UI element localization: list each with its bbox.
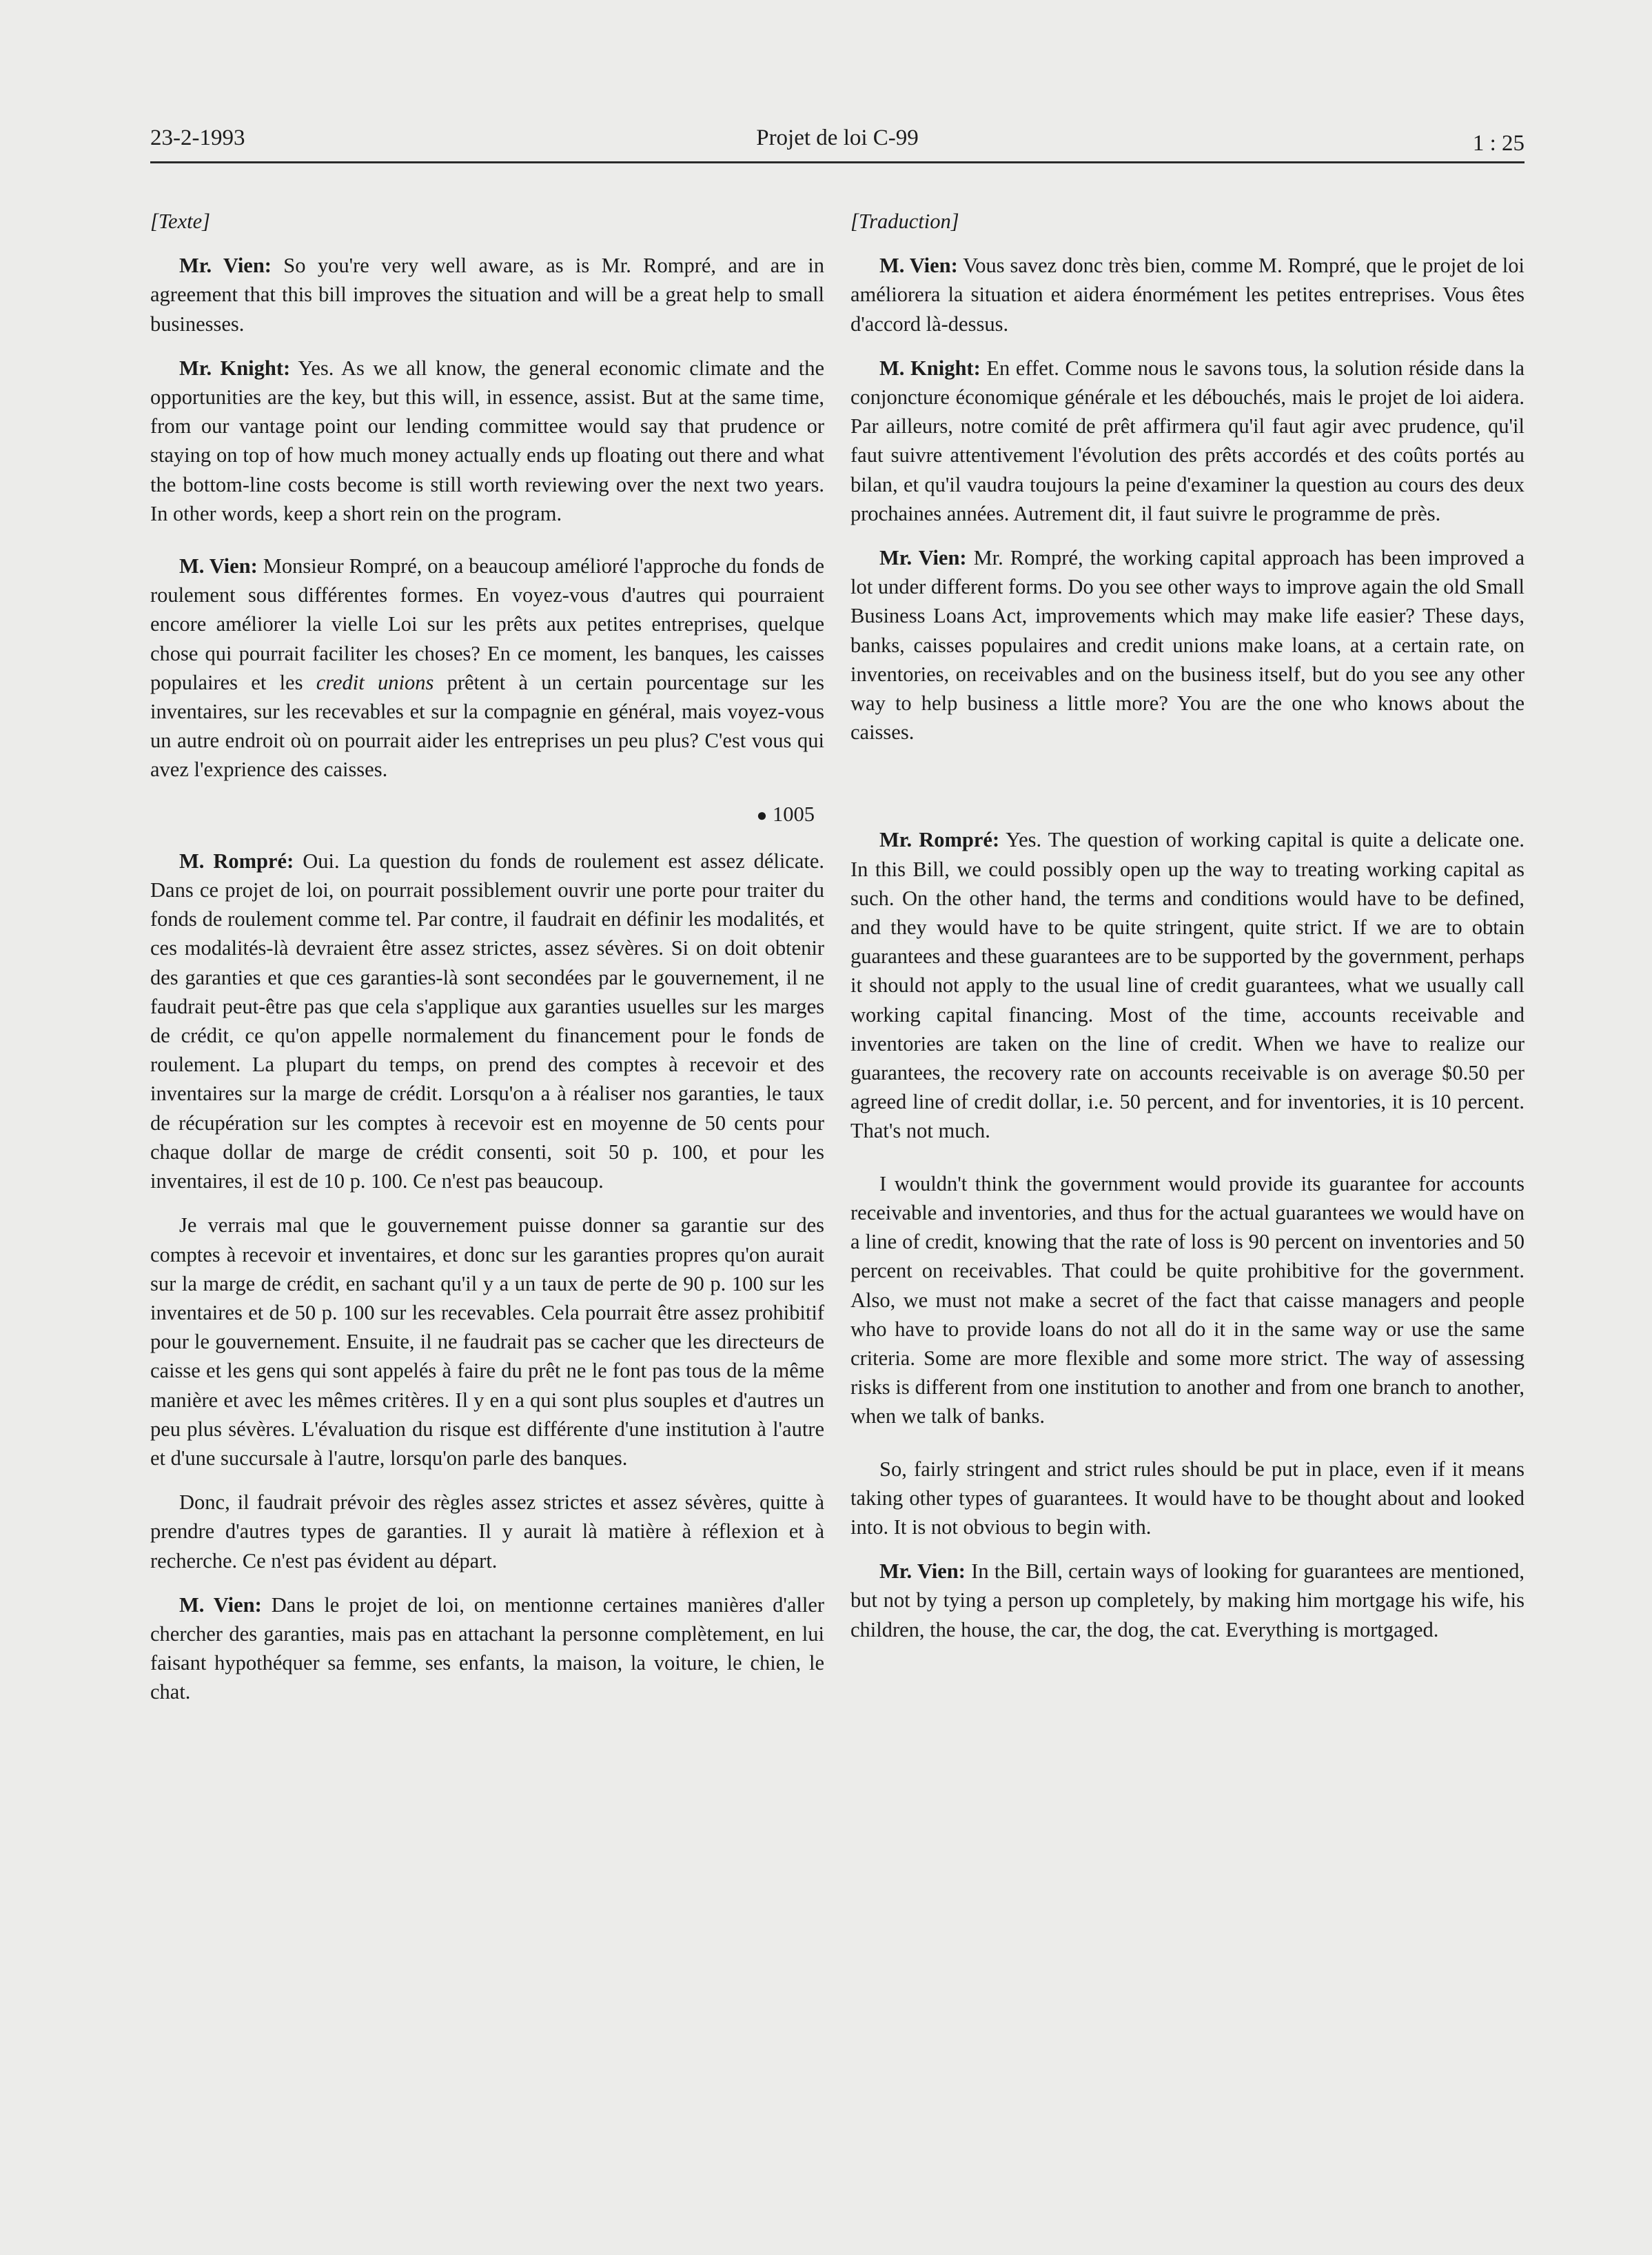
left-column-tag: [Texte]: [150, 210, 210, 233]
column-gap: [850, 762, 1524, 825]
paragraph-text: Oui. La question du fonds de roulement est assez délicate. Dans ce projet de loi, on pourrait possiblement ouvrir une porte pour traiter du fonds de roulement comme tel. Par contre, il faudrait en définir les modalités, et ces modalités-là devraient être assez strictes, assez sévères. Si on doit obtenir des garanties et que ces garanties-là sont secondées par le gouvernement, il ne faudrait peut-être pas que cela s'applique aux garanties usuelles sur les marges de crédit, ce qu'on appelle normalement du financement pour le fonds de roulement. La plupart du temps, on prend des comptes à recevoir et des inventaires sur la marge de crédit. Lorsqu'on a à réaliser nos garanties, le taux de récupération sur les comptes à recevoir est en moyenne de 50 cents pour chaque dollar de marge de crédit consenti, soit 50 p. 100, et pour les inventaires, il est de 10 p. 100. Ce n'est pas beaucoup.: [150, 849, 825, 1193]
header-page-number: 1 : 25: [1472, 131, 1524, 156]
paragraph-text: En effet. Comme nous le savons tous, la solution réside dans la conjoncture économique générale et les débouchés, mais le projet de loi aidera. Par ailleurs, notre comité de prêt affirmera qu'il faut agir avec prudence, qu'il faut suivre attentivement l'évolution des prêts accordés et des coûts portés au bilan, et qu'il vaudra toujours la peine d'examiner la question au cours des deux prochaines années. Autrement dit, il faut suivre le programme de près.: [850, 356, 1524, 525]
right-paragraph-5: [850, 1169, 1524, 1431]
speaker-name: Mr. Vien:: [879, 1559, 966, 1584]
paragraph-text: Je verrais mal que le gouvernement puisse donner sa garantie sur des comptes à recevoir et inventaires, et donc sur les garanties propres qu'on aurait sur la marge de crédit, en sachant qu'il y a un taux de perte de 90 p. 100 sur les inventaires et de 50 p. 100 sur les recevables. Cela pourrait être assez prohibitif pour le gouvernement. Ensuite, il ne faudrait pas se cacher que les directeurs de caisse et les gens qui sont appelés à faire du prêt ne le font pas tous de la même manière et avec les mêmes critères. Il y en a qui sont plus souples et d'autres un peu plus sévères. L'évaluation du risque est différente d'une institution à l'autre et d'une succursale à l'autre, lorsqu'on parle des banques.: [150, 1213, 824, 1470]
right-paragraph-1: [850, 251, 1524, 338]
right-column-tag: [Traduction]: [850, 210, 959, 233]
left-paragraph-7: [150, 1590, 824, 1707]
paragraph-text: Yes. The question of working capital is quite a delicate one. In this Bill, we could possibly open up the way to treating working capital as such. On the other hand, the terms and conditions would have to be defined, and they would have to be quite stringent, quite strict. If we are to obtain guarantees and these guarantees are to be supported by the government, perhaps it should not apply to the usual line of credit guarantees, what we usually call working capital financing. Most of the time, accounts receivable and inventories are taken on the line of credit. When we have to realize our guarantees, the recovery rate on accounts receivable is on average $0.50 per agreed line of credit dollar, i.e. 50 percent, and for inventories, it is 10 percent. That's not much.: [850, 828, 1524, 1143]
paragraph-text: Donc, il faudrait prévoir des règles assez strictes et assez sévères, quitte à prendre d'autres types de garanties. Il y aurait là matière à réflexion et à recherche. Ce n'est pas évident au départ.: [150, 1490, 824, 1573]
left-paragraph-2: [150, 354, 824, 528]
left-paragraph-3: [150, 552, 824, 785]
right-paragraph-7: [850, 1557, 1524, 1644]
right-paragraph-3: [850, 543, 1524, 747]
left-column: [150, 207, 824, 1722]
right-column: [850, 207, 1524, 1659]
speaker-name: M. Rompré:: [179, 849, 294, 873]
page-header: [150, 123, 1524, 163]
paragraph-text: I wouldn't think the government would provide its guarantee for accounts receivable and inventories, and thus for the actual guarantees we would have on a line of credit, knowing that the rate of loss is 90 percent on inventories and 50 percent on receivables. That could be quite prohibitive for the government. Also, we must not make a secret of the fact that caisse managers and people who have to provide loans do not all do it in the same way or use the same criteria. Some are more flexible and some more strict. The way of assessing risks is different from one institution to another and from one branch to another, when we talk of banks.: [850, 1171, 1524, 1428]
speaker-name: M. Knight:: [879, 356, 981, 380]
paragraph-text: So you're very well aware, as is Mr. Rompré, and are in agreement that this bill improves the situation and will be a great help to small businesses.: [150, 254, 825, 336]
speaker-name: Mr. Knight:: [179, 356, 291, 380]
paragraph-text: Yes. As we all know, the general economic climate and the opportunities are the key, but this will, in essence, assist. But at the same time, from our vantage point our lending committee would say that prudence or staying on top of how much money actually ends up floating out there and what the bottom-line costs become is still worth reviewing over the next two years. In other words, keep a short rein on the program.: [150, 356, 824, 525]
paragraph-text: prêtent à un certain pourcentage sur les inventaires, sur les recevables et sur la compagnie en général, mais voyez-vous un autre endroit où on pourrait aider les entreprises un peu plus? C'est vous qui avez l'exprience des caisses.: [150, 670, 824, 782]
paragraph-text: In the Bill, certain ways of looking for guarantees are mentioned, but not by tying a person up completely, by making him mortgage his wife, his children, the house, the car, the dog, the cat. Everything is mortgaged.: [850, 1559, 1524, 1641]
left-paragraph-1: [150, 251, 824, 338]
speaker-name: M. Vien:: [179, 554, 258, 578]
header-title: Projet de loi C-99: [756, 125, 919, 150]
time-marker: [150, 800, 815, 830]
header-date: 23-2-1993: [150, 125, 245, 150]
speaker-name: M. Vien:: [879, 254, 958, 278]
paragraph-text: Mr. Rompré, the working capital approach has been improved a lot under different forms. Do you see other ways to improve again the old Small Business Loans Act, improvements which may make life easier? These days, banks, caisses populaires and credit unions make loans, at a certain rate, on inventories, on receivables and on the business itself, but do you see any other way to help business a little more? You are the one who knows about the caisses.: [850, 546, 1524, 745]
paragraph-text: Vous savez donc très bien, comme M. Rompré, que le projet de loi améliorera la situation et aidera énormément les petites entreprises. Vous êtes d'accord là-dessus.: [850, 254, 1524, 336]
speaker-name: Mr. Vien:: [179, 254, 272, 278]
right-paragraph-6: [850, 1455, 1524, 1542]
paragraph-text: So, fairly stringent and strict rules should be put in place, even if it means taking other types of guarantees. It would have to be thought about and looked into. It is not obvious to begin with.: [850, 1457, 1524, 1539]
left-paragraph-6: [150, 1488, 824, 1575]
time-marker-value: 1005: [773, 802, 815, 826]
paragraph-text: Monsieur Rompré, on a beaucoup amélioré l'approche du fonds de roulement sous différentes formes. En voyez-vous d'autres qui pourraient encore améliorer la vielle Loi sur les prêts aux petites entreprises, quelque chose qui pourrait faciliter les choses? En ce moment, les banques, les caisses populaires et les: [150, 554, 825, 694]
speaker-name: Mr. Vien:: [879, 546, 967, 570]
speaker-name: Mr. Rompré:: [879, 828, 1000, 852]
paragraph-italic-term: credit unions: [316, 670, 434, 694]
speaker-name: M. Vien:: [179, 1592, 262, 1617]
right-paragraph-4: [850, 825, 1524, 1145]
paragraph-text: Dans le projet de loi, on mentionne certaines manières d'aller chercher des garanties, mais pas en attachant la personne complètement, en lui faisant hypothéquer sa femme, ses enfants, la maison, la voiture, le chien, le chat.: [150, 1592, 825, 1704]
left-paragraph-4: [150, 847, 824, 1195]
bullet-icon: ●: [756, 805, 768, 825]
left-paragraph-5: [150, 1211, 824, 1473]
right-paragraph-2: [850, 354, 1524, 528]
